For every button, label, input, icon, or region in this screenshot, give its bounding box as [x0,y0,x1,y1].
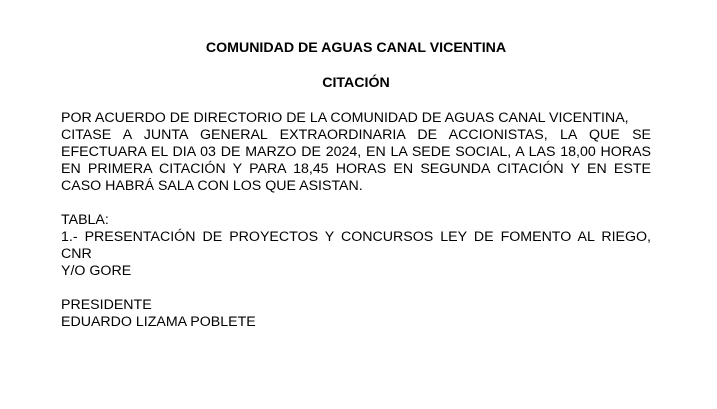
citation-body-text: CITASE A JUNTA GENERAL EXTRAORDINARIA DE ACCIONISTAS, LA QUE SE EFECTUARA EL DIA 03 DE MARZO DE 2024, EN LA SEDE SOCIAL, A LAS 18,00 HORAS EN PRIMERA CITACIÓN Y PARA 18,45 HORAS EN SEGUNDA CITACIÓN Y EN ESTE CASO HABRÁ SALA CON LOS QUE ASISTAN. [61,127,651,194]
agenda-heading: TABLA: [61,212,109,228]
document-subtitle: CITACIÓN [322,75,390,91]
citation-intro-line: POR ACUERDO DE DIRECTORIO DE LA COMUNIDAD DE AGUAS CANAL VICENTINA, [61,110,629,126]
citation-paragraph [61,110,651,195]
document-title: COMUNIDAD DE AGUAS CANAL VICENTINA [205,40,507,56]
citation-document [61,40,651,331]
agenda-item-continuation: Y/O GORE [61,263,132,279]
agenda-item: 1.- PRESENTACIÓN DE PROYECTOS Y CONCURSOS LEY DE FOMENTO AL RIEGO, CNR [61,229,651,262]
agenda-section [61,212,651,280]
signature-block [61,297,651,331]
signature-name: EDUARDO LIZAMA POBLETE [61,314,256,330]
signature-role: PRESIDENTE [61,297,152,313]
